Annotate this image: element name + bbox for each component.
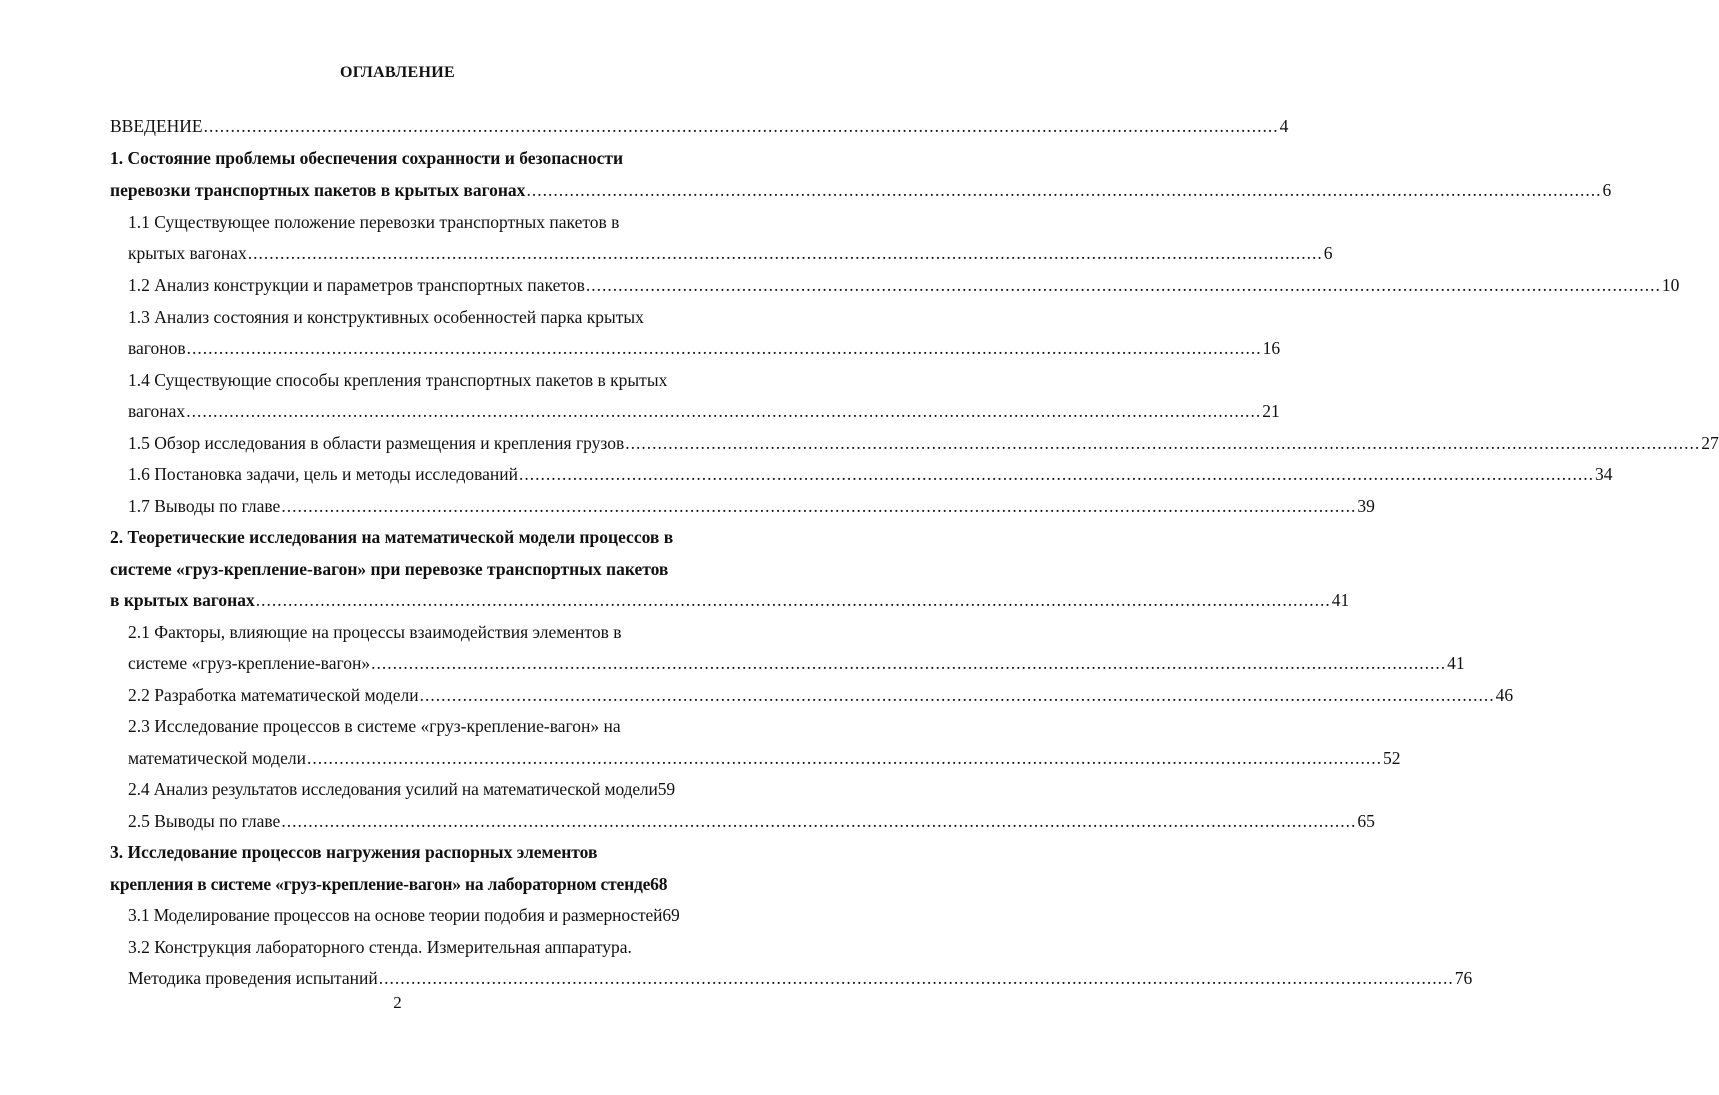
toc-page: 52 xyxy=(1382,748,1401,768)
page-number: 2 xyxy=(393,993,402,1012)
toc-section-3-2-line-1: 3.2 Конструкция лабораторного стенда. Измерительная аппаратура. xyxy=(128,937,632,957)
leader-dots: ........................................................................................................................................................................................................ xyxy=(371,653,1447,673)
toc-page: 65 xyxy=(1357,811,1375,831)
toc-page: 4 xyxy=(1279,116,1289,136)
toc-label: 2.2 Разработка математической модели xyxy=(128,685,419,705)
toc-page: 39 xyxy=(1357,496,1375,516)
leader-dots: ........................................................................................................................................................................................................ xyxy=(281,496,1357,516)
toc-label: вагонов xyxy=(128,338,186,358)
toc-label: в крытых вагонах xyxy=(110,590,255,610)
toc-label: системе «груз-крепление-вагон» xyxy=(128,653,371,673)
leader-dots: ........................................................................................................................................................................................................ xyxy=(186,401,1262,421)
toc-label: 1.6 Постановка задачи, цель и методы исследований xyxy=(128,464,519,484)
toc-label: 2.5 Выводы по главе xyxy=(128,811,281,831)
toc-entry-intro xyxy=(110,114,1289,138)
leader-dots: ........................................................................................................................................................................................................ xyxy=(378,968,1454,988)
toc-page: 34 xyxy=(1595,464,1613,484)
toc-page: 16 xyxy=(1262,338,1281,358)
leader-dots: ........................................................................................................................................................................................................ xyxy=(585,275,1661,295)
toc-section-2-3 xyxy=(128,746,1401,770)
toc-label: вагонах xyxy=(128,401,186,421)
toc-chapter-3-line-2: крепления в системе «груз-крепление-вагон» на лабораторном стенде68 xyxy=(110,874,668,894)
leader-dots: ........................................................................................................................................................................................................ xyxy=(519,464,1595,484)
toc-page: 6 xyxy=(1602,180,1612,200)
toc-label: перевозки транспортных пакетов в крытых вагонах xyxy=(110,180,526,200)
toc-label: крытых вагонах xyxy=(128,243,247,263)
toc-section-1-3-line-1: 1.3 Анализ состояния и конструктивных особенностей парка крытых xyxy=(128,307,644,327)
leader-dots: ........................................................................................................................................................................................................ xyxy=(625,433,1701,453)
leader-dots: ........................................................................................................................................................................................................ xyxy=(526,180,1602,200)
toc-section-1-1 xyxy=(128,241,1333,265)
toc-section-2-5 xyxy=(128,809,1375,833)
toc-section-1-1-line-1: 1.1 Существующее положение перевозки транспортных пакетов в xyxy=(128,212,620,232)
toc-label: 1.2 Анализ конструкции и параметров транспортных пакетов xyxy=(128,275,585,295)
leader-dots: ........................................................................................................................................................................................................ xyxy=(281,811,1357,831)
toc-page: 21 xyxy=(1262,401,1280,421)
toc-section-2-1 xyxy=(128,651,1465,675)
toc-page: 41 xyxy=(1331,590,1350,610)
toc-label: ВВЕДЕНИЕ xyxy=(110,116,203,136)
toc-section-3-1: 3.1 Моделирование процессов на основе теории подобия и размерностей69 xyxy=(128,905,680,925)
leader-dots: ........................................................................................................................................................................................................ xyxy=(419,685,1495,705)
toc-section-1-3 xyxy=(128,336,1281,360)
toc-page: 6 xyxy=(1323,243,1333,263)
toc-page: 27 xyxy=(1701,433,1719,453)
toc-section-1-6 xyxy=(128,462,1613,486)
leader-dots: ........................................................................................................................................................................................................ xyxy=(306,748,1382,768)
toc-chapter-2-line-1: 2. Теоретические исследования на математической модели процессов в xyxy=(110,527,674,547)
toc-page: 76 xyxy=(1454,968,1473,988)
leader-dots: ........................................................................................................................................................................................................ xyxy=(255,590,1331,610)
toc-section-1-2 xyxy=(128,273,1680,297)
toc-page: 46 xyxy=(1495,685,1514,705)
toc-section-1-4 xyxy=(128,399,1280,423)
toc-chapter-3-line-1: 3. Исследование процессов нагружения распорных элементов xyxy=(110,842,598,862)
toc-page: 41 xyxy=(1447,653,1465,673)
toc-section-3-2 xyxy=(128,966,1473,990)
toc-label: Методика проведения испытаний xyxy=(128,968,378,988)
toc-chapter-2-line-2: системе «груз-крепление-вагон» при перевозке транспортных пакетов xyxy=(110,559,669,579)
leader-dots: ........................................................................................................................................................................................................ xyxy=(186,338,1262,358)
toc-section-2-2 xyxy=(128,683,1514,707)
toc-section-2-3-line-1: 2.3 Исследование процессов в системе «груз-крепление-вагон» на xyxy=(128,716,621,736)
page-title: ОГЛАВЛЕНИЕ xyxy=(340,64,455,81)
leader-dots: ........................................................................................................................................................................................................ xyxy=(203,116,1279,136)
toc-label: 1.5 Обзор исследования в области размещения и крепления грузов xyxy=(128,433,625,453)
toc-chapter-1 xyxy=(110,178,1612,202)
toc-section-1-7 xyxy=(128,494,1375,518)
toc-page: 10 xyxy=(1661,275,1680,295)
toc-section-1-4-line-1: 1.4 Существующие способы крепления транспортных пакетов в крытых xyxy=(128,370,668,390)
toc-section-2-4: 2.4 Анализ результатов исследования усилий на математической модели59 xyxy=(128,779,675,799)
leader-dots: ........................................................................................................................................................................................................ xyxy=(247,243,1323,263)
toc-chapter-1-line-1: 1. Состояние проблемы обеспечения сохранности и безопасности xyxy=(110,148,624,168)
toc-label: математической модели xyxy=(128,748,306,768)
toc-section-1-5 xyxy=(128,431,1719,455)
toc-label: 1.7 Выводы по главе xyxy=(128,496,281,516)
toc-section-2-1-line-1: 2.1 Факторы, влияющие на процессы взаимодействия элементов в xyxy=(128,622,622,642)
toc-chapter-2 xyxy=(110,588,1350,612)
